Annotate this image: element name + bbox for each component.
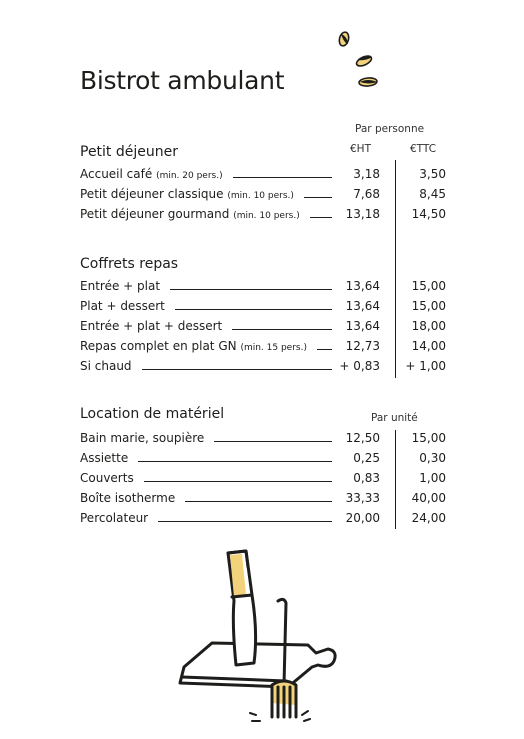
menu-row bbox=[80, 167, 450, 185]
price-ht: 12,73 bbox=[345, 339, 380, 353]
menu-row bbox=[80, 431, 450, 449]
menu-row bbox=[80, 339, 450, 357]
leader-line bbox=[185, 501, 332, 502]
price-ttc: 14,00 bbox=[411, 339, 446, 353]
price-ttc: 8,45 bbox=[419, 187, 446, 201]
leader-line bbox=[214, 441, 332, 442]
leader-line bbox=[232, 329, 332, 330]
menu-item-label bbox=[80, 279, 168, 293]
col-head-ttc: €TTC bbox=[410, 143, 437, 155]
price-ht: 13,64 bbox=[345, 279, 380, 293]
leader-line bbox=[233, 177, 332, 178]
per-person-note: Par personne bbox=[355, 123, 425, 135]
confetti-decoration-icon bbox=[330, 26, 390, 96]
price-ht: 3,18 bbox=[353, 167, 380, 181]
menu-row bbox=[80, 491, 450, 509]
leader-line bbox=[142, 369, 332, 370]
menu-item-note: (min. 10 pers.) bbox=[233, 211, 300, 221]
menu-item-name: Boîte isotherme bbox=[80, 491, 176, 505]
price-ttc: 0,30 bbox=[419, 451, 446, 465]
menu-item-name: Percolateur bbox=[80, 511, 149, 525]
menu-item-name: Entrée + plat bbox=[80, 279, 161, 293]
menu-item-label bbox=[80, 471, 142, 485]
price-ht: 13,18 bbox=[345, 207, 380, 221]
leader-line bbox=[304, 197, 332, 198]
price-ht: 12,50 bbox=[345, 431, 380, 445]
menu-item-name: Si chaud bbox=[80, 359, 132, 373]
menu-row bbox=[80, 207, 450, 225]
menu-item-name: Entrée + plat + dessert bbox=[80, 319, 223, 333]
menu-item-name: Repas complet en plat GN bbox=[80, 339, 237, 353]
leader-line bbox=[170, 289, 332, 290]
menu-item-name: Assiette bbox=[80, 451, 129, 465]
menu-item-label bbox=[80, 339, 315, 353]
menu-row bbox=[80, 471, 450, 489]
section-title: Coffrets repas bbox=[80, 256, 179, 272]
menu-item-label bbox=[80, 431, 212, 445]
menu-row bbox=[80, 279, 450, 297]
menu-item-name: Accueil café bbox=[80, 167, 153, 181]
menu-item-name: Couverts bbox=[80, 471, 134, 485]
menu-row bbox=[80, 299, 450, 317]
menu-row bbox=[80, 451, 450, 469]
price-ht: 20,00 bbox=[345, 511, 380, 525]
price-ttc: 14,50 bbox=[411, 207, 446, 221]
leader-line bbox=[144, 481, 332, 482]
leader-line bbox=[138, 461, 332, 462]
menu-item-name: Plat + dessert bbox=[80, 299, 165, 313]
menu-row bbox=[80, 359, 450, 377]
cutting-board-knife-fork-illustration-icon bbox=[168, 545, 348, 730]
menu-item-name: Petit déjeuner classique bbox=[80, 187, 224, 201]
menu-item-name: Petit déjeuner gourmand bbox=[80, 207, 230, 221]
price-ttc: + 1,00 bbox=[405, 359, 446, 373]
menu-item-label bbox=[80, 299, 173, 313]
menu-item-label bbox=[80, 451, 136, 465]
price-ttc: 15,00 bbox=[411, 299, 446, 313]
price-ht: 7,68 bbox=[353, 187, 380, 201]
menu-item-note: (min. 10 pers.) bbox=[227, 191, 294, 201]
price-ttc: 15,00 bbox=[411, 279, 446, 293]
leader-line bbox=[158, 521, 332, 522]
leader-line bbox=[310, 217, 332, 218]
col-head-ht: €HT bbox=[350, 143, 371, 155]
price-ht: 33,33 bbox=[345, 491, 380, 505]
per-unit-note: Par unité bbox=[371, 412, 418, 424]
menu-row bbox=[80, 319, 450, 337]
menu-item-label bbox=[80, 207, 308, 221]
price-ht: 13,64 bbox=[345, 299, 380, 313]
leader-line bbox=[175, 309, 332, 310]
menu-item-label bbox=[80, 187, 302, 201]
menu-item-label bbox=[80, 319, 230, 333]
price-ttc: 18,00 bbox=[411, 319, 446, 333]
price-ht: + 0,83 bbox=[339, 359, 380, 373]
price-ttc: 3,50 bbox=[419, 167, 446, 181]
menu-item-label bbox=[80, 491, 183, 505]
price-ht: 13,64 bbox=[345, 319, 380, 333]
menu-item-note: (min. 15 pers.) bbox=[240, 343, 307, 353]
page-title: Bistrot ambulant bbox=[80, 66, 285, 95]
menu-row bbox=[80, 187, 450, 205]
section-title: Location de matériel bbox=[80, 406, 225, 422]
price-ttc: 15,00 bbox=[411, 431, 446, 445]
menu-item-note: (min. 20 pers.) bbox=[156, 171, 223, 181]
menu-item-label bbox=[80, 167, 231, 181]
section-title: Petit déjeuner bbox=[80, 144, 178, 160]
price-ttc: 24,00 bbox=[411, 511, 446, 525]
price-ht: 0,25 bbox=[353, 451, 380, 465]
menu-item-name: Bain marie, soupière bbox=[80, 431, 205, 445]
price-ttc: 40,00 bbox=[411, 491, 446, 505]
menu-item-label bbox=[80, 359, 140, 373]
price-ht: 0,83 bbox=[353, 471, 380, 485]
menu-item-label bbox=[80, 511, 156, 525]
price-ttc: 1,00 bbox=[419, 471, 446, 485]
menu-row bbox=[80, 511, 450, 529]
